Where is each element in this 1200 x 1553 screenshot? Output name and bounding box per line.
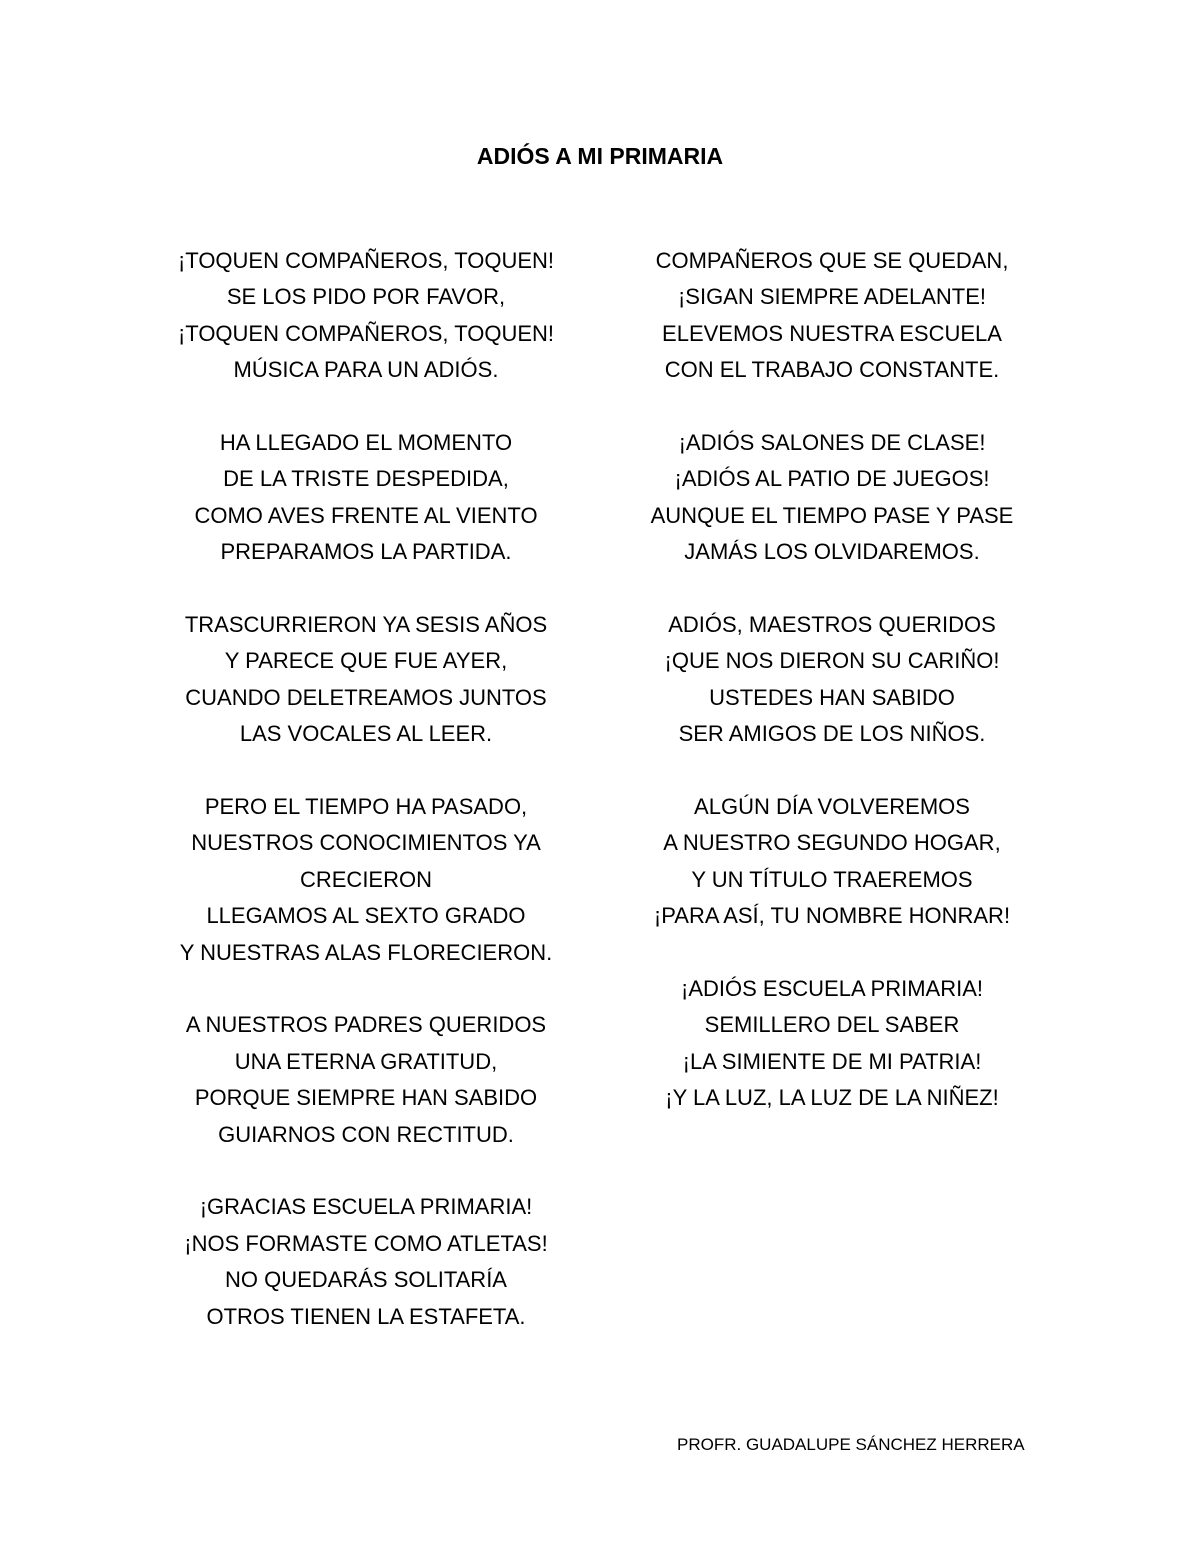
- verse-line: CRECIERON: [299, 866, 432, 892]
- stanza: [612, 971, 1052, 1117]
- verse-line: ¡NOS FORMASTE COMO ATLETAS!: [184, 1230, 548, 1256]
- verse-line: SER AMIGOS DE LOS NIÑOS.: [678, 721, 986, 747]
- verse-line: ¡ADIÓS ESCUELA PRIMARIA!: [681, 976, 983, 1002]
- verse-line: ¡Y LA LUZ, LA LUZ DE LA NIÑEZ!: [665, 1085, 999, 1111]
- verse-line: GUIARNOS CON RECTITUD.: [218, 1121, 514, 1147]
- author-signature: PROFR. GUADALUPE SÁNCHEZ HERRERA: [677, 1435, 1025, 1454]
- stanza: [146, 425, 586, 571]
- verse-line: Y NUESTRAS ALAS FLORECIERON.: [179, 939, 553, 965]
- verse-line: ¡PARA ASÍ, TU NOMBRE HONRAR!: [653, 903, 1011, 929]
- verse-line: HA LLEGADO EL MOMENTO: [219, 430, 513, 456]
- verse-line: A NUESTROS PADRES QUERIDOS: [185, 1012, 547, 1038]
- verse-line: ¡ADIÓS AL PATIO DE JUEGOS!: [674, 466, 990, 492]
- verse-line: UNA ETERNA GRATITUD,: [234, 1048, 498, 1074]
- verse-line: NO QUEDARÁS SOLITARÍA: [225, 1267, 507, 1293]
- stanza: [612, 425, 1052, 571]
- stanza: [146, 243, 586, 389]
- verse-line: LLEGAMOS AL SEXTO GRADO: [206, 903, 526, 929]
- verse-line: Y UN TÍTULO TRAEREMOS: [691, 866, 973, 892]
- verse-line: ¡ADIÓS SALONES DE CLASE!: [678, 430, 986, 456]
- verse-line: SE LOS PIDO POR FAVOR,: [226, 284, 506, 310]
- verse-line: ¡GRACIAS ESCUELA PRIMARIA!: [199, 1194, 533, 1220]
- verse-line: COMPAÑEROS QUE SE QUEDAN,: [655, 248, 1009, 273]
- verse-line: DE LA TRISTE DESPEDIDA,: [223, 466, 509, 492]
- verse-line: PERO EL TIEMPO HA PASADO,: [204, 794, 528, 820]
- verse-line: A NUESTRO SEGUNDO HOGAR,: [663, 830, 1001, 856]
- verse-line: ¡SIGAN SIEMPRE ADELANTE!: [677, 284, 987, 310]
- stanza: [146, 607, 586, 753]
- verse-line: ADIÓS, MAESTROS QUERIDOS: [668, 612, 996, 638]
- left-column: [146, 243, 586, 1372]
- poem-title: ADIÓS A MI PRIMARIA: [476, 143, 724, 169]
- verse-line: TRASCURRIERON YA SESIS AÑOS: [184, 612, 548, 638]
- stanza: [612, 607, 1052, 753]
- verse-line: CON EL TRABAJO CONSTANTE.: [664, 357, 1000, 383]
- verse-line: LAS VOCALES AL LEER.: [239, 721, 493, 747]
- verse-line: ¡TOQUEN COMPAÑEROS, TOQUEN!: [177, 320, 555, 346]
- verse-line: PREPARAMOS LA PARTIDA.: [220, 539, 512, 565]
- stanza: [146, 1189, 586, 1335]
- verse-line: CUANDO DELETREAMOS JUNTOS: [185, 684, 547, 710]
- verse-line: COMO AVES FRENTE AL VIENTO: [194, 502, 538, 528]
- stanza: [612, 243, 1052, 389]
- verse-line: PORQUE SIEMPRE HAN SABIDO: [194, 1085, 538, 1111]
- right-column: [612, 243, 1052, 1153]
- verse-line: MÚSICA PARA UN ADIÓS.: [233, 357, 499, 383]
- verse-line: JAMÁS LOS OLVIDAREMOS.: [684, 539, 980, 565]
- verse-line: Y PARECE QUE FUE AYER,: [224, 648, 508, 674]
- verse-line: AUNQUE EL TIEMPO PASE Y PASE: [650, 502, 1014, 528]
- verse-line: ¡TOQUEN COMPAÑEROS, TOQUEN!: [177, 248, 555, 273]
- verse-line: ¡LA SIMIENTE DE MI PATRIA!: [682, 1048, 982, 1074]
- verse-line: SEMILLERO DEL SABER: [704, 1012, 960, 1038]
- verse-line: ¡QUE NOS DIERON SU CARIÑO!: [664, 648, 1000, 674]
- verse-line: ELEVEMOS NUESTRA ESCUELA: [662, 320, 1002, 346]
- verse-line: OTROS TIENEN LA ESTAFETA.: [206, 1303, 526, 1329]
- stanza: [146, 789, 586, 971]
- verse-line: NUESTROS CONOCIMIENTOS YA: [191, 830, 541, 856]
- stanza: [146, 1007, 586, 1153]
- verse-line: ALGÚN DÍA VOLVEREMOS: [694, 794, 970, 820]
- stanza: [612, 789, 1052, 935]
- verse-line: USTEDES HAN SABIDO: [709, 684, 955, 710]
